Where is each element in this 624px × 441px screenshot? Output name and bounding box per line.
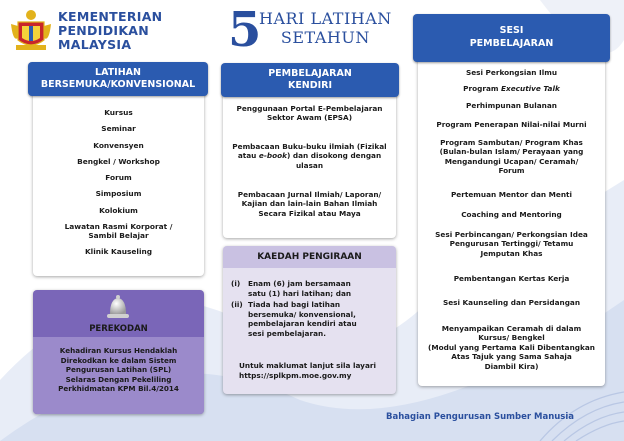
sesi-heading-line-2: PEMBELAJARAN [469, 38, 554, 49]
kaedah-card [223, 246, 396, 394]
kendiri-line: Penggunaan Portal E-Pembelajaran [236, 104, 383, 113]
latihan-item: Konvensyen [93, 140, 144, 150]
sesi-item: Pembentangan Kertas Kerja [453, 274, 570, 283]
kendiri-text: ) dan disokong dengan [286, 151, 382, 161]
kaedah-line: Enam (6) jam bersamaan [248, 279, 351, 288]
title-line-1: HARI LATIHAN [259, 9, 392, 28]
sesi-item [422, 138, 601, 176]
sesi-card [418, 18, 605, 386]
latihan-card [33, 78, 204, 276]
sesi-item: Sesi Perkongsian Ilmu [465, 68, 558, 77]
kendiri-text: atau [237, 151, 259, 161]
kendiri-line: Secara Fizikal atau Maya [258, 208, 361, 218]
kendiri-heading-line-1: PEMBELAJARAN [268, 68, 352, 79]
kendiri-line: Kajian dan lain-lain Bahan Ilmiah [241, 199, 378, 209]
kendiri-item-epsa [227, 104, 392, 123]
kaedah-heading: KAEDAH PENGIRAAN [223, 246, 396, 268]
latihan-item: Klinik Kauseling [84, 247, 153, 257]
sesi-line: Kursus/ Bengkel [478, 333, 545, 343]
sesi-item [422, 84, 601, 93]
kendiri-line-mixed [227, 151, 392, 160]
sesi-line: Mengandungi Ucapan/ Ceramah/ [444, 156, 579, 166]
page-title [259, 9, 392, 47]
bell-icon [105, 294, 131, 322]
kaedah-line: satu (1) hari latihan; dan [248, 288, 352, 298]
kendiri-line: Pembacaan Jurnal Ilmiah/ Laporan/ [237, 190, 382, 199]
latihan-item: Simposium [95, 189, 142, 199]
kendiri-line: Sektor Awam (EPSA) [266, 113, 353, 123]
sesi-item: Program Penerapan Nilai-nilai Murni [436, 120, 587, 129]
perekodan-text [39, 346, 198, 394]
perekodan-line: Pengurusan Latihan (SPL) [65, 365, 172, 374]
latihan-heading-line-2: BERSEMUKA/KONVENSIONAL [40, 79, 196, 90]
perekodan-heading: PEREKODAN [89, 324, 148, 334]
kaedah-link[interactable]: https://splkpm.moe.gov.my [239, 370, 352, 380]
ministry-line-1: KEMENTERIAN [58, 9, 163, 24]
sesi-heading [413, 14, 610, 62]
latihan-item: Sambil Belajar [88, 231, 149, 241]
ministry-line-2: PENDIDIKAN [58, 23, 150, 38]
kendiri-item-jurnal [227, 190, 392, 218]
kaedah-line: bersemuka/ konvensional, [248, 309, 356, 319]
sesi-item: Perhimpunan Bulanan [466, 101, 557, 110]
perekodan-card [33, 290, 204, 414]
sesi-line: Diambil Kira) [484, 361, 539, 371]
kendiri-line: Pembacaan Buku-buku ilmiah (Fizikal [232, 142, 387, 151]
sesi-line: (Bulan-bulan Islam/ Perayaan yang [439, 147, 584, 157]
sesi-line: Jemputan Khas [480, 248, 543, 258]
sesi-line: Menyampaikan Ceramah di dalam [441, 324, 582, 333]
latihan-item: Bengkel / Workshop [77, 156, 160, 166]
latihan-item: Lawatan Rasmi Korporat / [64, 222, 173, 232]
kendiri-card [223, 78, 396, 238]
sesi-text-em: Executive Talk [501, 84, 560, 93]
latihan-heading [28, 62, 208, 96]
kaedah-line: sesi pembelajaran. [248, 328, 326, 338]
kaedah-line: Tiada had bagi latihan [248, 300, 341, 309]
sesi-line: (Modul yang Pertama Kali Dibentangkan [428, 342, 595, 352]
sesi-item: Coaching and Mentoring [461, 210, 562, 219]
sesi-line: Atas Tajuk yang Sama Sahaja [451, 352, 572, 362]
latihan-item: Kolokium [99, 205, 138, 215]
kendiri-heading-line-2: KENDIRI [287, 80, 333, 91]
sesi-item: Sesi Kaunseling dan Persidangan [442, 298, 581, 307]
perekodan-line: Selaras Dengan Pekeliling [65, 374, 172, 384]
sesi-item [422, 230, 601, 258]
kaedah-num: (ii) [231, 300, 243, 309]
sesi-line: Forum [498, 166, 525, 176]
perekodan-line: Direkodkan ke dalam Sistem [60, 355, 177, 365]
latihan-list [33, 108, 204, 264]
latihan-heading-line-1: LATIHAN [95, 67, 141, 78]
kendiri-line: ulasan [295, 160, 324, 170]
sesi-line: Pengurusan Tertinggi/ Tetamu [449, 239, 574, 249]
perekodan-line: Kehadiran Kursus Hendaklah [59, 346, 178, 355]
sesi-heading-line-1: SESI [499, 25, 524, 36]
crest-icon [8, 8, 54, 52]
perekodan-line: Perkhidmatan KPM Bil.4/2014 [58, 384, 179, 393]
latihan-item: Forum [105, 173, 132, 183]
latihan-item: Kursus [104, 108, 133, 117]
sesi-text: Program [463, 84, 502, 93]
kendiri-text-ebook: e-book [258, 151, 287, 161]
latihan-item: Seminar [101, 124, 136, 134]
kaedah-item-2 [231, 300, 357, 338]
kaedah-footer-line: Untuk maklumat lanjut sila layari [239, 361, 376, 370]
kaedah-num: (i) [231, 279, 241, 288]
department-footer: Bahagian Pengurusan Sumber Manusia [386, 412, 575, 422]
kaedah-line: pembelajaran kendiri atau [248, 319, 357, 329]
kaedah-item-1 [231, 279, 351, 298]
title-line-2: SETAHUN [280, 28, 370, 47]
kendiri-item-buku [227, 142, 392, 170]
kendiri-heading [221, 63, 399, 97]
sesi-line: Sesi Perbincangan/ Perkongsian Idea [435, 230, 588, 239]
big-number: 5 [228, 2, 262, 58]
sesi-item: Pertemuan Mentor dan Menti [450, 190, 573, 199]
kaedah-footer [239, 361, 389, 380]
sesi-item [422, 324, 601, 371]
ministry-name [58, 10, 162, 52]
sesi-line: Program Sambutan/ Program Khas [440, 138, 583, 147]
ministry-line-3: MALAYSIA [58, 37, 132, 52]
